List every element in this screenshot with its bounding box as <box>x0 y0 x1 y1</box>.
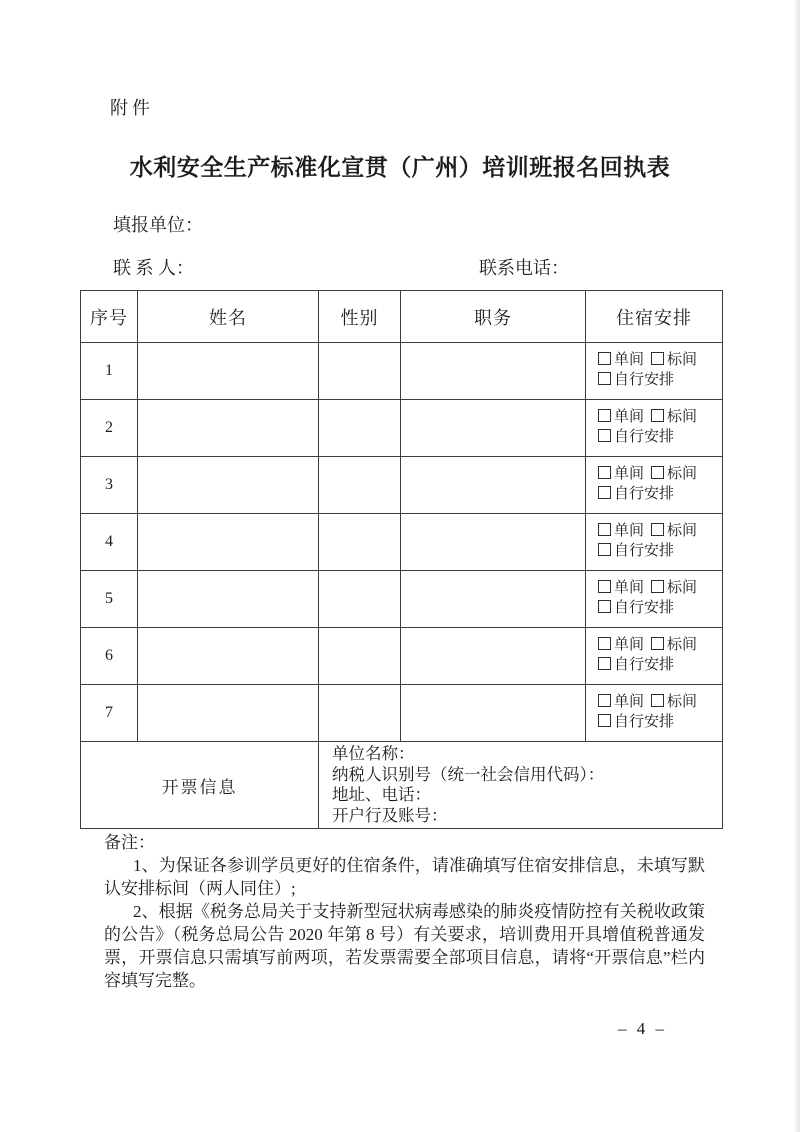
registration-table <box>80 290 723 829</box>
table-row <box>81 571 723 628</box>
option-label: 自行安排 <box>614 657 675 673</box>
notes-label: 备注： <box>104 833 155 852</box>
reporting-unit-label: 填报单位： <box>113 215 203 235</box>
option-label: 标间 <box>667 580 698 596</box>
checkbox-icon[interactable] <box>598 580 611 593</box>
option-label: 单间 <box>614 466 645 482</box>
accommodation-cell <box>586 628 723 685</box>
option-standard-room[interactable] <box>651 466 697 482</box>
option-self-arrange[interactable] <box>598 429 674 445</box>
page-number: – 4 – <box>618 1019 667 1038</box>
col-header-accommodation: 住宿安排 <box>586 291 723 343</box>
invoice-line-address-phone: 地址、电话： <box>332 785 431 804</box>
table-row <box>81 457 723 514</box>
accommodation-cell <box>586 685 723 742</box>
checkbox-icon[interactable] <box>651 352 664 365</box>
gender-cell <box>319 514 401 571</box>
option-label: 标间 <box>667 352 698 368</box>
checkbox-icon[interactable] <box>651 580 664 593</box>
option-label: 自行安排 <box>614 600 675 616</box>
option-single-room[interactable] <box>598 523 644 539</box>
row-number: 7 <box>81 685 138 742</box>
checkbox-icon[interactable] <box>651 466 664 479</box>
checkbox-icon[interactable] <box>651 694 664 707</box>
option-self-arrange[interactable] <box>598 600 674 616</box>
position-cell <box>401 571 586 628</box>
col-header-index: 序号 <box>81 291 138 343</box>
table-row <box>81 514 723 571</box>
position-cell <box>401 400 586 457</box>
checkbox-icon[interactable] <box>598 714 611 727</box>
checkbox-icon[interactable] <box>651 409 664 422</box>
name-cell <box>138 400 319 457</box>
table-row <box>81 628 723 685</box>
option-label: 自行安排 <box>614 714 675 730</box>
option-single-room[interactable] <box>598 694 644 710</box>
option-standard-room[interactable] <box>651 352 697 368</box>
page-title: 水利安全生产标准化宣贯（广州）培训班报名回执表 <box>129 155 671 180</box>
checkbox-icon[interactable] <box>598 466 611 479</box>
row-number: 5 <box>81 571 138 628</box>
option-label: 标间 <box>667 409 698 425</box>
accommodation-cell <box>586 343 723 400</box>
contact-phone-label: 联系电话： <box>479 258 569 278</box>
attachment-label: 附件 <box>110 98 154 118</box>
invoice-info-label: 开票信息 <box>81 742 319 829</box>
checkbox-icon[interactable] <box>598 694 611 707</box>
position-cell <box>401 343 586 400</box>
gender-cell <box>319 400 401 457</box>
table-header-row <box>81 291 723 343</box>
name-cell <box>138 514 319 571</box>
option-standard-room[interactable] <box>651 694 697 710</box>
checkbox-icon[interactable] <box>598 600 611 613</box>
contact-person-label: 联 系 人： <box>113 258 194 278</box>
col-header-gender: 性别 <box>319 291 401 343</box>
option-single-room[interactable] <box>598 637 644 653</box>
gender-cell <box>319 457 401 514</box>
invoice-line-taxpayer-id: 纳税人识别号（统一社会信用代码）： <box>332 764 605 784</box>
option-label: 自行安排 <box>614 372 675 388</box>
checkbox-icon[interactable] <box>598 543 611 556</box>
gender-cell <box>319 628 401 685</box>
option-label: 自行安排 <box>614 486 675 502</box>
option-standard-room[interactable] <box>651 580 697 596</box>
note-item-1: 1、为保证各参训学员更好的住宿条件，请准确填写住宿安排信息，未填写默认安排标间（两人同住）; <box>104 856 705 898</box>
option-standard-room[interactable] <box>651 637 697 653</box>
checkbox-icon[interactable] <box>651 637 664 650</box>
row-number: 6 <box>81 628 138 685</box>
checkbox-icon[interactable] <box>598 523 611 536</box>
invoice-detail-cell <box>319 742 723 829</box>
accommodation-cell <box>586 514 723 571</box>
position-cell <box>401 685 586 742</box>
checkbox-icon[interactable] <box>598 409 611 422</box>
name-cell <box>138 343 319 400</box>
gender-cell <box>319 571 401 628</box>
option-label: 标间 <box>667 637 698 653</box>
position-cell <box>401 514 586 571</box>
option-single-room[interactable] <box>598 466 644 482</box>
option-label: 单间 <box>614 580 645 596</box>
option-label: 单间 <box>614 637 645 653</box>
option-self-arrange[interactable] <box>598 486 674 502</box>
name-cell <box>138 457 319 514</box>
position-cell <box>401 628 586 685</box>
note-item-2: 2、根据《税务总局关于支持新型冠状病毒感染的肺炎疫情防控有关税收政策的公告》（税务总局公告 2020 年第 8 号）有关要求，培训费用开具增值税普通发票，开票信息只需填写前两项，若发票需要全部项目信息，请将“开票信息”栏内容填写完整。 <box>104 902 705 990</box>
option-label: 标间 <box>667 694 698 710</box>
invoice-row <box>81 742 723 829</box>
name-cell <box>138 628 319 685</box>
option-self-arrange[interactable] <box>598 372 674 388</box>
gender-cell <box>319 685 401 742</box>
row-number: 1 <box>81 343 138 400</box>
name-cell <box>138 685 319 742</box>
option-label: 单间 <box>614 694 645 710</box>
option-single-room[interactable] <box>598 580 644 596</box>
option-label: 标间 <box>667 523 698 539</box>
checkbox-icon[interactable] <box>598 352 611 365</box>
checkbox-icon[interactable] <box>598 486 611 499</box>
col-header-name: 姓名 <box>138 291 319 343</box>
option-standard-room[interactable] <box>651 523 697 539</box>
option-label: 单间 <box>614 409 645 425</box>
checkbox-icon[interactable] <box>651 523 664 536</box>
option-label: 单间 <box>614 523 645 539</box>
checkbox-icon[interactable] <box>598 657 611 670</box>
invoice-line-company-name: 单位名称： <box>332 744 415 763</box>
col-header-position: 职务 <box>401 291 586 343</box>
option-single-room[interactable] <box>598 352 644 368</box>
row-number: 3 <box>81 457 138 514</box>
option-label: 自行安排 <box>614 543 675 559</box>
checkbox-icon[interactable] <box>598 429 611 442</box>
option-standard-room[interactable] <box>651 409 697 425</box>
table-row <box>81 685 723 742</box>
gender-cell <box>319 343 401 400</box>
option-self-arrange[interactable] <box>598 714 674 730</box>
option-label: 标间 <box>667 466 698 482</box>
option-label: 单间 <box>614 352 645 368</box>
accommodation-cell <box>586 457 723 514</box>
position-cell <box>401 457 586 514</box>
name-cell <box>138 571 319 628</box>
row-number: 2 <box>81 400 138 457</box>
row-number: 4 <box>81 514 138 571</box>
option-label: 自行安排 <box>614 429 675 445</box>
invoice-line-bank-account: 开户行及账号： <box>332 805 448 825</box>
option-self-arrange[interactable] <box>598 543 674 559</box>
option-single-room[interactable] <box>598 409 644 425</box>
table-row <box>81 400 723 457</box>
notes-section <box>104 831 705 992</box>
accommodation-cell <box>586 400 723 457</box>
accommodation-cell <box>586 571 723 628</box>
checkbox-icon[interactable] <box>598 372 611 385</box>
option-self-arrange[interactable] <box>598 657 674 673</box>
table-row <box>81 343 723 400</box>
checkbox-icon[interactable] <box>598 637 611 650</box>
